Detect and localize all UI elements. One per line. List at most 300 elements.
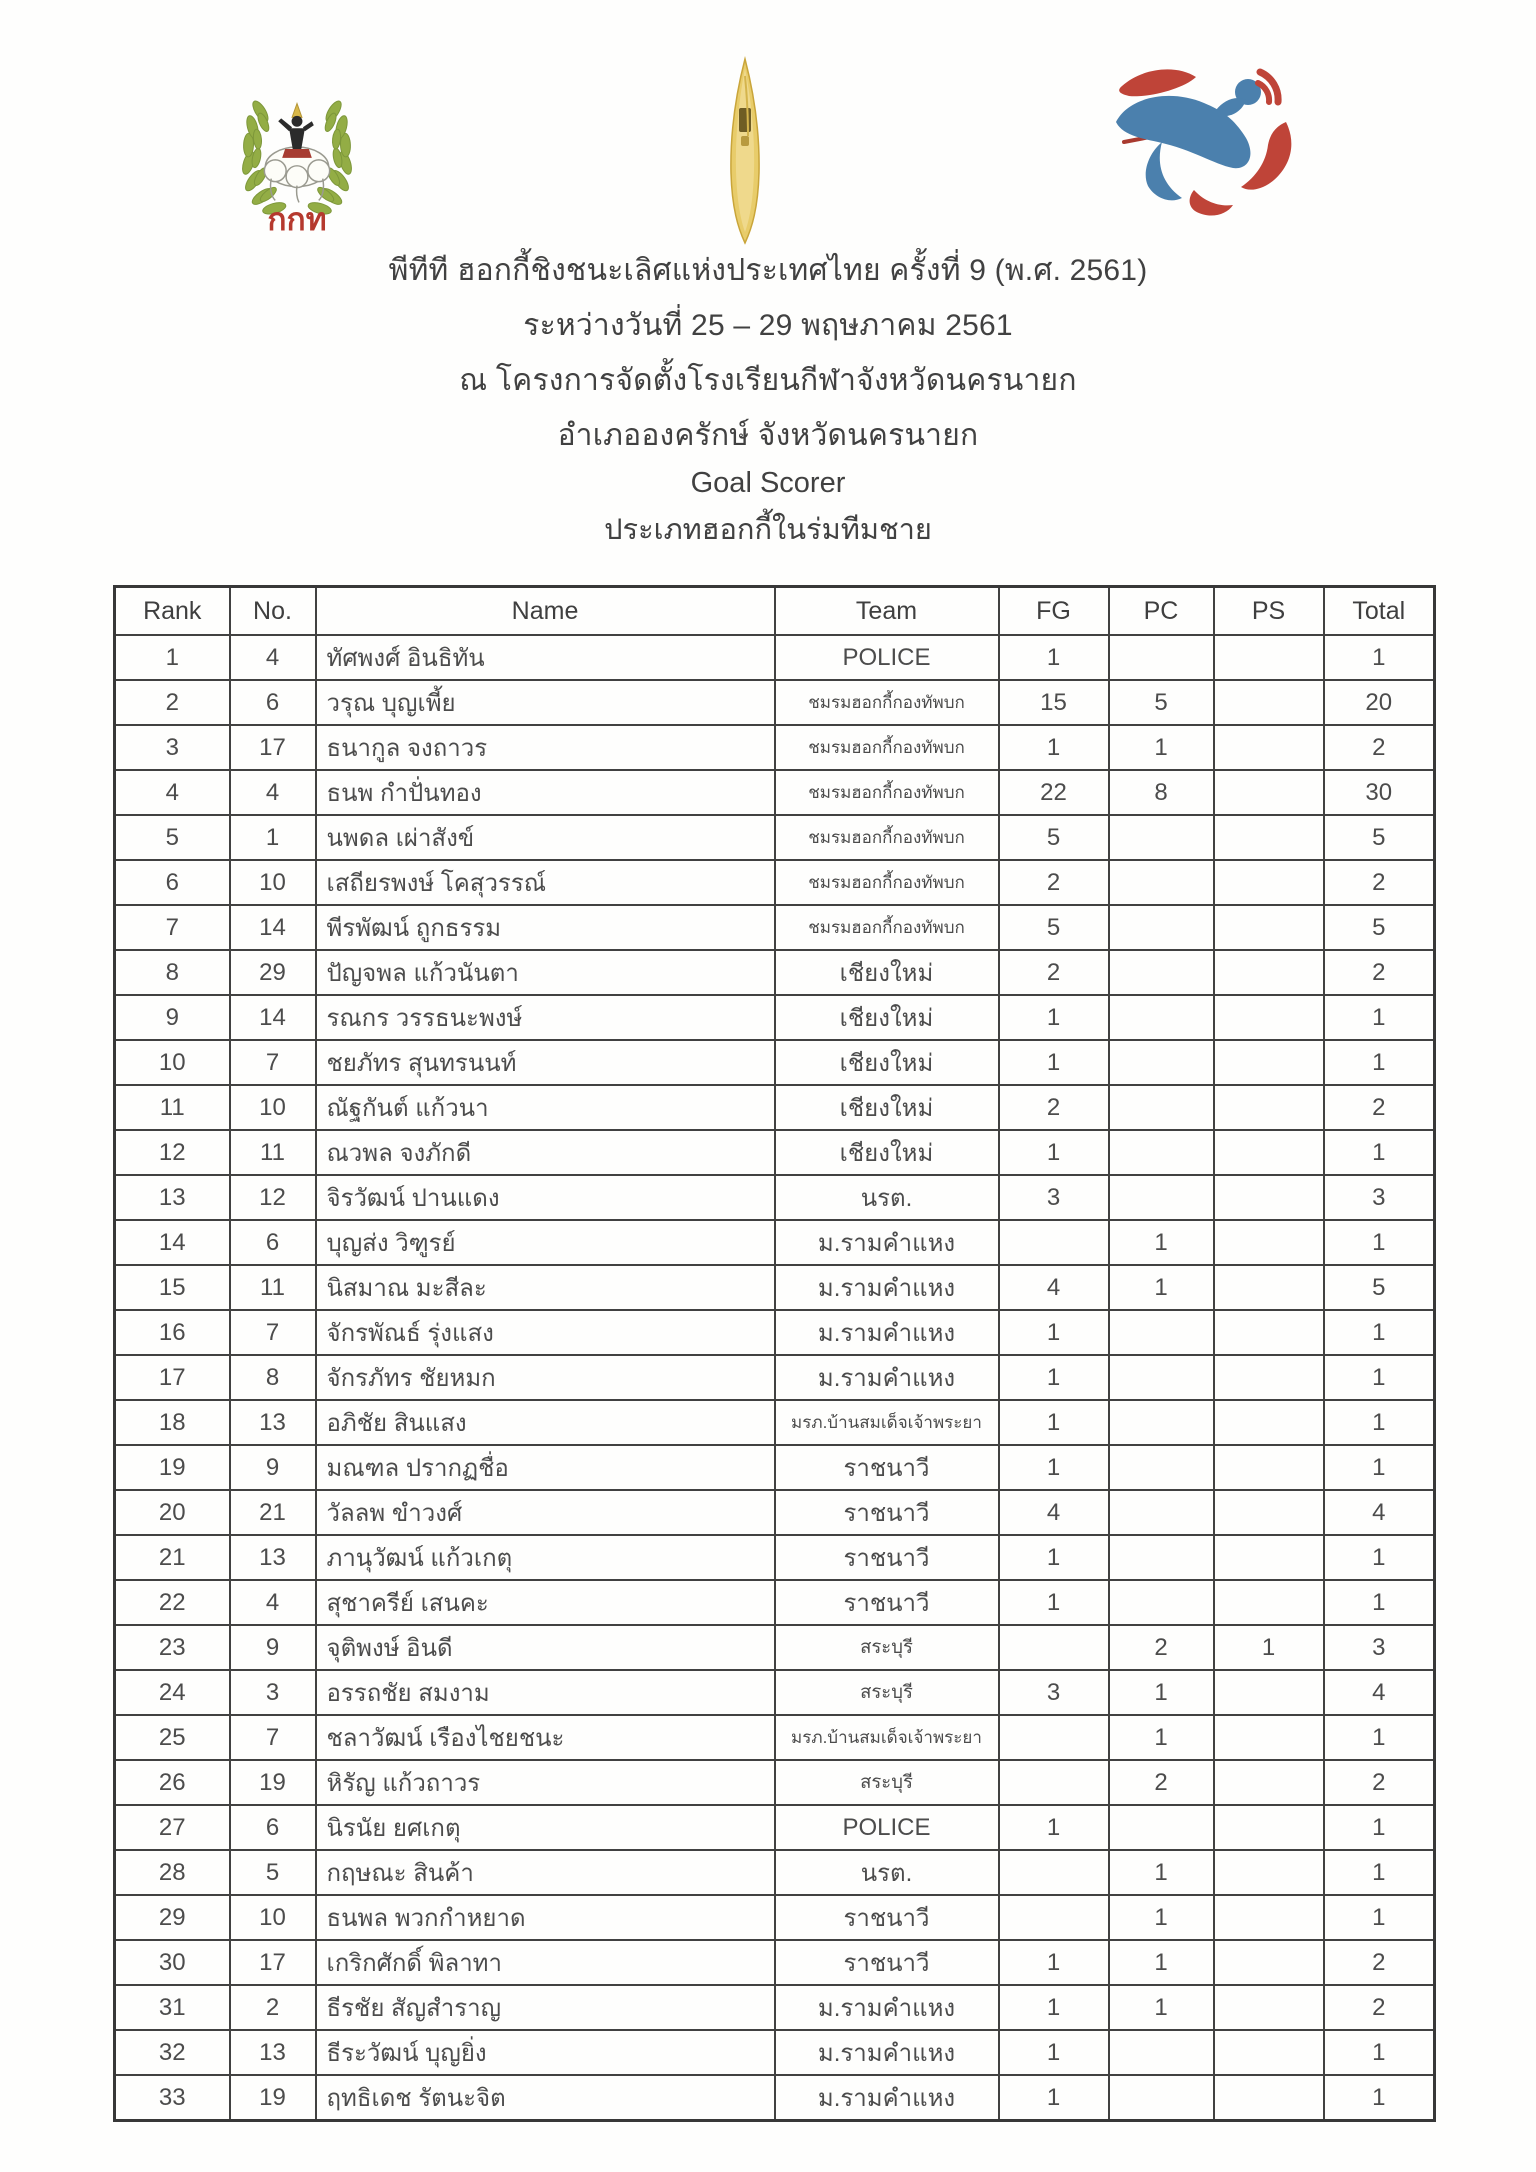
cell-ps bbox=[1214, 2030, 1324, 2075]
cell-ps bbox=[1214, 680, 1324, 725]
cell-pc: 1 bbox=[1109, 1940, 1214, 1985]
column-header: No. bbox=[230, 587, 316, 636]
cell-name: ปัญจพล แก้วนันตา bbox=[316, 950, 775, 995]
cell-no: 10 bbox=[230, 1085, 316, 1130]
cell-ps bbox=[1214, 1490, 1324, 1535]
cell-fg: 1 bbox=[999, 1310, 1109, 1355]
cell-fg: 1 bbox=[999, 1040, 1109, 1085]
cell-name: นพดล เผ่าสังข์ bbox=[316, 815, 775, 860]
table-row bbox=[115, 1985, 1435, 2030]
cell-pc bbox=[1109, 1310, 1214, 1355]
table-row bbox=[115, 1670, 1435, 1715]
cell-rank: 28 bbox=[115, 1850, 230, 1895]
cell-name: นิรนัย ยศเกตุ bbox=[316, 1805, 775, 1850]
cell-no: 9 bbox=[230, 1445, 316, 1490]
cell-total: 2 bbox=[1324, 1085, 1435, 1130]
cell-no: 7 bbox=[230, 1040, 316, 1085]
cell-fg: 5 bbox=[999, 815, 1109, 860]
cell-total: 1 bbox=[1324, 2030, 1435, 2075]
cell-fg bbox=[999, 1850, 1109, 1895]
cell-team: ม.รามคำแหง bbox=[775, 1265, 999, 1310]
cell-team: POLICE bbox=[775, 635, 999, 680]
cell-team: สระบุรี bbox=[775, 1625, 999, 1670]
goal-scorer-table bbox=[113, 585, 1436, 2122]
cell-ps bbox=[1214, 905, 1324, 950]
cell-pc: 1 bbox=[1109, 1985, 1214, 2030]
cell-pc bbox=[1109, 2075, 1214, 2121]
cell-total: 1 bbox=[1324, 1400, 1435, 1445]
cell-pc bbox=[1109, 1040, 1214, 1085]
cell-fg: 1 bbox=[999, 635, 1109, 680]
cell-no: 9 bbox=[230, 1625, 316, 1670]
cell-pc bbox=[1109, 815, 1214, 860]
table-row bbox=[115, 635, 1435, 680]
column-header: PC bbox=[1109, 587, 1214, 636]
title-line-3: ณ โครงการจัดตั้งโรงเรียนกีฬาจังหวัดนครนายก bbox=[459, 364, 1077, 397]
cell-total: 3 bbox=[1324, 1175, 1435, 1220]
cell-ps bbox=[1214, 1265, 1324, 1310]
cell-fg: 5 bbox=[999, 905, 1109, 950]
sports-authority-emblem-logo bbox=[222, 60, 372, 238]
cell-team: ชมรมฮอกกี้กองทัพบก bbox=[775, 770, 999, 815]
cell-total: 5 bbox=[1324, 815, 1435, 860]
cell-fg bbox=[999, 1220, 1109, 1265]
cell-team: ม.รามคำแหง bbox=[775, 2075, 999, 2121]
cell-team: เชียงใหม่ bbox=[775, 950, 999, 995]
cell-rank: 11 bbox=[115, 1085, 230, 1130]
table-row bbox=[115, 1400, 1435, 1445]
cell-fg bbox=[999, 1625, 1109, 1670]
cell-no: 19 bbox=[230, 1760, 316, 1805]
cell-no: 4 bbox=[230, 1580, 316, 1625]
cell-team: มรภ.บ้านสมเด็จเจ้าพระยา bbox=[775, 1400, 999, 1445]
cell-total: 1 bbox=[1324, 1715, 1435, 1760]
cell-total: 2 bbox=[1324, 1985, 1435, 2030]
cell-total: 20 bbox=[1324, 680, 1435, 725]
cell-total: 1 bbox=[1324, 1130, 1435, 1175]
cell-no: 11 bbox=[230, 1130, 316, 1175]
cell-total: 1 bbox=[1324, 1580, 1435, 1625]
cell-name: สุชาครีย์ เสนคะ bbox=[316, 1580, 775, 1625]
cell-rank: 1 bbox=[115, 635, 230, 680]
cell-ps bbox=[1214, 815, 1324, 860]
table-row bbox=[115, 1265, 1435, 1310]
cell-fg: 1 bbox=[999, 1400, 1109, 1445]
cell-fg: 1 bbox=[999, 1355, 1109, 1400]
cell-no: 5 bbox=[230, 1850, 316, 1895]
cell-ps bbox=[1214, 1670, 1324, 1715]
cell-ps bbox=[1214, 1940, 1324, 1985]
table-row bbox=[115, 1040, 1435, 1085]
cell-rank: 21 bbox=[115, 1535, 230, 1580]
cell-rank: 20 bbox=[115, 1490, 230, 1535]
cell-pc: 8 bbox=[1109, 770, 1214, 815]
cell-name: เกริกศักดิ์ พิลาทา bbox=[316, 1940, 775, 1985]
cell-name: อรรถชัย สมงาม bbox=[316, 1670, 775, 1715]
cell-fg: 1 bbox=[999, 1445, 1109, 1490]
cell-no: 1 bbox=[230, 815, 316, 860]
cell-ps bbox=[1214, 1445, 1324, 1490]
cell-name: รณกร วรรธนะพงษ์ bbox=[316, 995, 775, 1040]
cell-no: 8 bbox=[230, 1355, 316, 1400]
cell-name: มณฑล ปรากฏชื่อ bbox=[316, 1445, 775, 1490]
cell-team: ม.รามคำแหง bbox=[775, 1220, 999, 1265]
document-title bbox=[0, 243, 1536, 463]
cell-rank: 18 bbox=[115, 1400, 230, 1445]
cell-ps bbox=[1214, 770, 1324, 815]
cell-pc bbox=[1109, 1535, 1214, 1580]
cell-pc bbox=[1109, 1355, 1214, 1400]
cell-no: 6 bbox=[230, 1805, 316, 1850]
cell-team: นรต. bbox=[775, 1850, 999, 1895]
cell-ps bbox=[1214, 1310, 1324, 1355]
cell-name: วรุณ บุญเพี้ย bbox=[316, 680, 775, 725]
cell-rank: 31 bbox=[115, 1985, 230, 2030]
cell-ps bbox=[1214, 1400, 1324, 1445]
cell-name: วัลลพ ขำวงศ์ bbox=[316, 1490, 775, 1535]
cell-ps: 1 bbox=[1214, 1625, 1324, 1670]
cell-fg: 1 bbox=[999, 2030, 1109, 2075]
cell-name: ชลาวัฒน์ เรืองไชยชนะ bbox=[316, 1715, 775, 1760]
cell-fg bbox=[999, 1715, 1109, 1760]
cell-fg: 4 bbox=[999, 1265, 1109, 1310]
cell-pc bbox=[1109, 860, 1214, 905]
cell-total: 30 bbox=[1324, 770, 1435, 815]
table-row bbox=[115, 1580, 1435, 1625]
table-row bbox=[115, 1220, 1435, 1265]
cell-pc: 1 bbox=[1109, 1850, 1214, 1895]
table-row bbox=[115, 995, 1435, 1040]
column-header: Team bbox=[775, 587, 999, 636]
cell-name: ณัฐกันต์ แก้วนา bbox=[316, 1085, 775, 1130]
cell-team: สระบุรี bbox=[775, 1760, 999, 1805]
cell-name: ชยภัทร สุนทรนนท์ bbox=[316, 1040, 775, 1085]
cell-ps bbox=[1214, 1175, 1324, 1220]
table-header bbox=[115, 587, 1435, 636]
cell-fg: 3 bbox=[999, 1175, 1109, 1220]
cell-total: 2 bbox=[1324, 860, 1435, 905]
cell-no: 13 bbox=[230, 1400, 316, 1445]
cell-no: 6 bbox=[230, 680, 316, 725]
cell-name: จักรพัณธ์ รุ่งแสง bbox=[316, 1310, 775, 1355]
cell-ps bbox=[1214, 950, 1324, 995]
cell-pc: 1 bbox=[1109, 725, 1214, 770]
cell-name: ธีรชัย สัญสำราญ bbox=[316, 1985, 775, 2030]
cell-team: ชมรมฮอกกี้กองทัพบก bbox=[775, 680, 999, 725]
cell-no: 13 bbox=[230, 1535, 316, 1580]
cell-rank: 7 bbox=[115, 905, 230, 950]
cell-pc bbox=[1109, 1400, 1214, 1445]
table-row bbox=[115, 1625, 1435, 1670]
cell-no: 10 bbox=[230, 1895, 316, 1940]
cell-fg: 1 bbox=[999, 2075, 1109, 2121]
cell-no: 19 bbox=[230, 2075, 316, 2121]
cell-ps bbox=[1214, 1850, 1324, 1895]
cell-fg: 22 bbox=[999, 770, 1109, 815]
column-header: PS bbox=[1214, 587, 1324, 636]
cell-team: เชียงใหม่ bbox=[775, 995, 999, 1040]
cell-pc bbox=[1109, 1130, 1214, 1175]
cell-ps bbox=[1214, 1580, 1324, 1625]
cell-ps bbox=[1214, 1535, 1324, 1580]
cell-total: 2 bbox=[1324, 1940, 1435, 1985]
cell-no: 12 bbox=[230, 1175, 316, 1220]
cell-name: จักรภัทร ชัยหมก bbox=[316, 1355, 775, 1400]
table-row bbox=[115, 1535, 1435, 1580]
cell-rank: 23 bbox=[115, 1625, 230, 1670]
table-row bbox=[115, 1445, 1435, 1490]
cell-team: ชมรมฮอกกี้กองทัพบก bbox=[775, 860, 999, 905]
cell-team: ราชนาวี bbox=[775, 1445, 999, 1490]
cell-pc: 2 bbox=[1109, 1760, 1214, 1805]
cell-name: ธนพล พวกกำหยาด bbox=[316, 1895, 775, 1940]
table-row bbox=[115, 815, 1435, 860]
cell-pc bbox=[1109, 1805, 1214, 1850]
cell-ps bbox=[1214, 1355, 1324, 1400]
cell-no: 4 bbox=[230, 770, 316, 815]
cell-name: ฤทธิเดช รัตนะจิต bbox=[316, 2075, 775, 2121]
cell-fg: 1 bbox=[999, 1130, 1109, 1175]
cell-rank: 27 bbox=[115, 1805, 230, 1850]
hockey-player-logo bbox=[1100, 50, 1300, 220]
cell-no: 14 bbox=[230, 995, 316, 1040]
cell-team: ชมรมฮอกกี้กองทัพบก bbox=[775, 905, 999, 950]
cell-fg: 2 bbox=[999, 950, 1109, 995]
column-header: Rank bbox=[115, 587, 230, 636]
cell-pc: 2 bbox=[1109, 1625, 1214, 1670]
column-header: Name bbox=[316, 587, 775, 636]
cell-fg: 1 bbox=[999, 1940, 1109, 1985]
cell-ps bbox=[1214, 725, 1324, 770]
cell-ps bbox=[1214, 995, 1324, 1040]
cell-no: 6 bbox=[230, 1220, 316, 1265]
cell-total: 1 bbox=[1324, 995, 1435, 1040]
table-row bbox=[115, 770, 1435, 815]
cell-total: 5 bbox=[1324, 1265, 1435, 1310]
cell-no: 3 bbox=[230, 1670, 316, 1715]
cell-fg: 1 bbox=[999, 1580, 1109, 1625]
table-row bbox=[115, 725, 1435, 770]
cell-no: 29 bbox=[230, 950, 316, 995]
cell-fg: 15 bbox=[999, 680, 1109, 725]
cell-total: 5 bbox=[1324, 905, 1435, 950]
title-line-4: อำเภอองครักษ์ จังหวัดนครนายก bbox=[557, 419, 979, 452]
cell-fg: 1 bbox=[999, 995, 1109, 1040]
cell-fg: 3 bbox=[999, 1670, 1109, 1715]
cell-name: พีรพัฒน์ ถูกธรรม bbox=[316, 905, 775, 950]
cell-name: อภิชัย สินแสง bbox=[316, 1400, 775, 1445]
cell-pc: 1 bbox=[1109, 1715, 1214, 1760]
cell-team: POLICE bbox=[775, 1805, 999, 1850]
cell-no: 17 bbox=[230, 725, 316, 770]
cell-name: กฤษณะ สินค้า bbox=[316, 1850, 775, 1895]
cell-team: ราชนาวี bbox=[775, 1895, 999, 1940]
cell-rank: 9 bbox=[115, 995, 230, 1040]
cell-rank: 19 bbox=[115, 1445, 230, 1490]
cell-rank: 3 bbox=[115, 725, 230, 770]
cell-fg: 1 bbox=[999, 1535, 1109, 1580]
cell-team: ราชนาวี bbox=[775, 1535, 999, 1580]
cell-name: เสถียรพงษ์ โคสุวรรณ์ bbox=[316, 860, 775, 905]
cell-no: 10 bbox=[230, 860, 316, 905]
section-heading bbox=[0, 460, 1536, 554]
cell-team: ชมรมฮอกกี้กองทัพบก bbox=[775, 815, 999, 860]
cell-ps bbox=[1214, 1895, 1324, 1940]
cell-total: 2 bbox=[1324, 725, 1435, 770]
cell-team: สระบุรี bbox=[775, 1670, 999, 1715]
cell-pc bbox=[1109, 950, 1214, 995]
cell-pc bbox=[1109, 1085, 1214, 1130]
cell-name: ธนพ กำปั่นทอง bbox=[316, 770, 775, 815]
cell-total: 1 bbox=[1324, 1310, 1435, 1355]
table-row bbox=[115, 1085, 1435, 1130]
cell-name: ธนากูล จงถาวร bbox=[316, 725, 775, 770]
cell-total: 1 bbox=[1324, 1805, 1435, 1850]
cell-pc: 1 bbox=[1109, 1895, 1214, 1940]
table-row bbox=[115, 1355, 1435, 1400]
cell-total: 3 bbox=[1324, 1625, 1435, 1670]
table-row bbox=[115, 860, 1435, 905]
cell-rank: 17 bbox=[115, 1355, 230, 1400]
candle-flame-logo bbox=[708, 56, 782, 246]
cell-rank: 4 bbox=[115, 770, 230, 815]
cell-ps bbox=[1214, 1130, 1324, 1175]
table-row bbox=[115, 2030, 1435, 2075]
cell-pc: 1 bbox=[1109, 1265, 1214, 1310]
cell-team: ม.รามคำแหง bbox=[775, 1985, 999, 2030]
sat-acronym-text: กกท bbox=[267, 201, 327, 238]
cell-total: 1 bbox=[1324, 1445, 1435, 1490]
cell-team: นรต. bbox=[775, 1175, 999, 1220]
cell-total: 1 bbox=[1324, 1355, 1435, 1400]
cell-name: จุติพงษ์ อินดี bbox=[316, 1625, 775, 1670]
cell-ps bbox=[1214, 1715, 1324, 1760]
cell-total: 1 bbox=[1324, 2075, 1435, 2121]
cell-rank: 32 bbox=[115, 2030, 230, 2075]
cell-total: 2 bbox=[1324, 950, 1435, 995]
cell-team: ม.รามคำแหง bbox=[775, 1310, 999, 1355]
cell-rank: 33 bbox=[115, 2075, 230, 2121]
cell-name: ณวพล จงภักดี bbox=[316, 1130, 775, 1175]
cell-total: 1 bbox=[1324, 1850, 1435, 1895]
cell-fg bbox=[999, 1895, 1109, 1940]
cell-no: 7 bbox=[230, 1310, 316, 1355]
cell-team: มรภ.บ้านสมเด็จเจ้าพระยา bbox=[775, 1715, 999, 1760]
cell-pc bbox=[1109, 1175, 1214, 1220]
cell-pc bbox=[1109, 995, 1214, 1040]
cell-ps bbox=[1214, 2075, 1324, 2121]
cell-rank: 14 bbox=[115, 1220, 230, 1265]
table-row bbox=[115, 2075, 1435, 2121]
cell-total: 2 bbox=[1324, 1760, 1435, 1805]
cell-team: เชียงใหม่ bbox=[775, 1130, 999, 1175]
cell-name: จิรวัฒน์ ปานแดง bbox=[316, 1175, 775, 1220]
cell-rank: 24 bbox=[115, 1670, 230, 1715]
cell-rank: 10 bbox=[115, 1040, 230, 1085]
table-row bbox=[115, 1760, 1435, 1805]
cell-total: 1 bbox=[1324, 1535, 1435, 1580]
cell-rank: 12 bbox=[115, 1130, 230, 1175]
cell-team: ม.รามคำแหง bbox=[775, 1355, 999, 1400]
table-row bbox=[115, 950, 1435, 995]
table-row bbox=[115, 680, 1435, 725]
cell-pc bbox=[1109, 1580, 1214, 1625]
cell-ps bbox=[1214, 1040, 1324, 1085]
cell-rank: 15 bbox=[115, 1265, 230, 1310]
cell-name: ภานุวัฒน์ แก้วเกตุ bbox=[316, 1535, 775, 1580]
cell-rank: 5 bbox=[115, 815, 230, 860]
cell-name: หิรัญ แก้วถาวร bbox=[316, 1760, 775, 1805]
cell-name: ธีระวัฒน์ บุญยิ่ง bbox=[316, 2030, 775, 2075]
cell-team: ราชนาวี bbox=[775, 1940, 999, 1985]
cell-no: 4 bbox=[230, 635, 316, 680]
cell-pc bbox=[1109, 635, 1214, 680]
cell-team: ราชนาวี bbox=[775, 1580, 999, 1625]
cell-no: 17 bbox=[230, 1940, 316, 1985]
table-row bbox=[115, 1715, 1435, 1760]
cell-ps bbox=[1214, 860, 1324, 905]
cell-total: 1 bbox=[1324, 1040, 1435, 1085]
cell-fg: 2 bbox=[999, 860, 1109, 905]
cell-no: 14 bbox=[230, 905, 316, 950]
cell-pc: 1 bbox=[1109, 1220, 1214, 1265]
cell-team: เชียงใหม่ bbox=[775, 1040, 999, 1085]
table-row bbox=[115, 1130, 1435, 1175]
cell-fg: 1 bbox=[999, 1985, 1109, 2030]
cell-team: ม.รามคำแหง bbox=[775, 2030, 999, 2075]
cell-fg: 1 bbox=[999, 1805, 1109, 1850]
cell-no: 2 bbox=[230, 1985, 316, 2030]
header-row bbox=[115, 587, 1435, 636]
cell-pc bbox=[1109, 1490, 1214, 1535]
cell-rank: 16 bbox=[115, 1310, 230, 1355]
cell-no: 7 bbox=[230, 1715, 316, 1760]
table-row bbox=[115, 1490, 1435, 1535]
cell-name: นิสมาณ มะสีละ bbox=[316, 1265, 775, 1310]
cell-pc bbox=[1109, 2030, 1214, 2075]
table-row bbox=[115, 905, 1435, 950]
cell-ps bbox=[1214, 1760, 1324, 1805]
cell-fg: 4 bbox=[999, 1490, 1109, 1535]
table-body bbox=[115, 635, 1435, 2121]
cell-total: 4 bbox=[1324, 1490, 1435, 1535]
title-line-2: ระหว่างวันที่ 25 – 29 พฤษภาคม 2561 bbox=[523, 309, 1013, 342]
cell-no: 11 bbox=[230, 1265, 316, 1310]
goal-scorer-heading: Goal Scorer bbox=[690, 467, 846, 499]
cell-rank: 22 bbox=[115, 1580, 230, 1625]
table-row bbox=[115, 1895, 1435, 1940]
cell-name: บุญส่ง วิฑูรย์ bbox=[316, 1220, 775, 1265]
cell-pc bbox=[1109, 1445, 1214, 1490]
cell-rank: 6 bbox=[115, 860, 230, 905]
cell-rank: 29 bbox=[115, 1895, 230, 1940]
cell-rank: 8 bbox=[115, 950, 230, 995]
cell-pc: 1 bbox=[1109, 1670, 1214, 1715]
column-header: FG bbox=[999, 587, 1109, 636]
cell-fg: 2 bbox=[999, 1085, 1109, 1130]
cell-fg: 1 bbox=[999, 725, 1109, 770]
cell-rank: 13 bbox=[115, 1175, 230, 1220]
table-row bbox=[115, 1940, 1435, 1985]
cell-ps bbox=[1214, 1985, 1324, 2030]
cell-pc: 5 bbox=[1109, 680, 1214, 725]
cell-ps bbox=[1214, 1220, 1324, 1265]
cell-rank: 30 bbox=[115, 1940, 230, 1985]
cell-fg bbox=[999, 1760, 1109, 1805]
title-line-1: พีทีที ฮอกกี้ชิงชนะเลิศแห่งประเทศไทย ครั้งที่ 9 (พ.ศ. 2561) bbox=[388, 254, 1148, 287]
table-row bbox=[115, 1850, 1435, 1895]
table-row bbox=[115, 1310, 1435, 1355]
